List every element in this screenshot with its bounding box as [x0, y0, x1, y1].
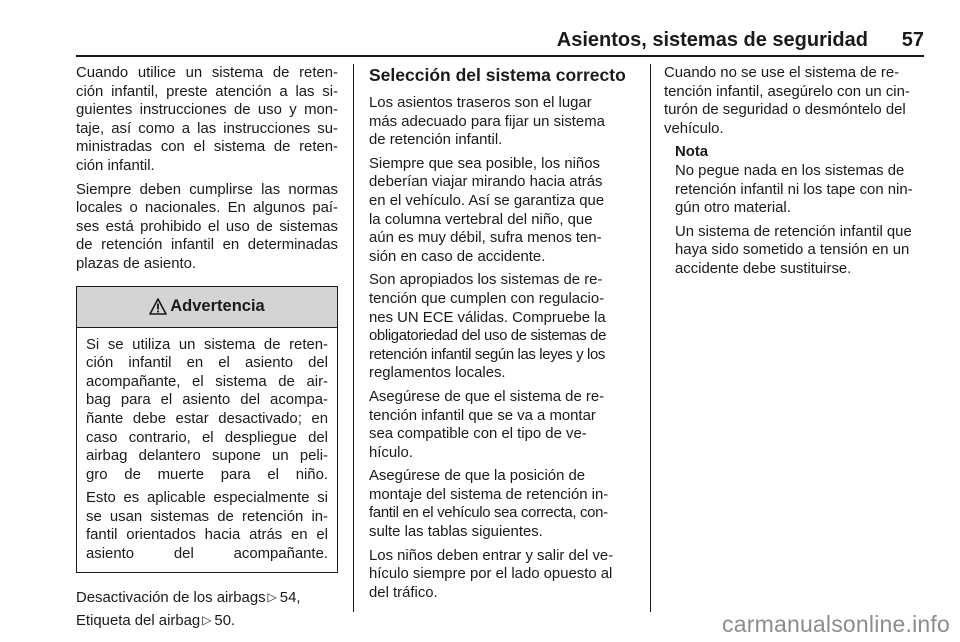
text-line: Siempre deben cumplirse las normas	[76, 181, 338, 198]
warning-header	[77, 287, 337, 328]
text-line: Si se utiliza un sistema de reten-	[86, 336, 328, 353]
reference-text: Etiqueta del airbag	[76, 613, 201, 630]
page-number: 57	[901, 29, 924, 51]
text-line: gún otro material.	[675, 200, 791, 217]
text-line: del tráfico.	[369, 584, 438, 601]
column-2	[369, 64, 635, 607]
warning-box	[76, 286, 338, 573]
text-line: tención infantil que se va a montar	[369, 407, 596, 424]
text-line: se usan sistemas de retención in-	[86, 508, 328, 525]
text-line: sión en caso de accidente.	[369, 248, 546, 265]
page-ref-arrow-icon: ▷	[267, 589, 277, 604]
text-line: Asegúrese de que el sistema de re-	[369, 388, 605, 405]
paragraph	[369, 155, 635, 267]
paragraph	[664, 64, 926, 138]
text-line: aún es muy débil, sufra menos ten-	[369, 230, 602, 247]
text-line: nes UN ECE válidas. Compruebe la	[369, 309, 606, 326]
cross-reference-airbag-deactivation[interactable]	[76, 589, 338, 608]
text-line: Asegúrese de que la posición de	[369, 468, 586, 485]
text-line: reglamentos locales.	[369, 365, 506, 382]
text-line: vehículo.	[664, 120, 724, 137]
text-line: Esto es aplicable especialmente si	[86, 490, 328, 507]
column-3	[664, 64, 926, 284]
text-line: Los asientos traseros son el lugar	[369, 95, 592, 111]
text-line: retención infantil ni los tape con nin-	[675, 181, 913, 198]
text-line: Son apropiados los sistemas de re-	[369, 272, 603, 289]
text-line: en el vehículo. Así se garantiza que	[369, 192, 605, 209]
text-line: Los niños deben entrar y salir del ve-	[369, 547, 614, 564]
text-line: de retención infantil en determinadas	[76, 237, 338, 254]
column-1	[76, 64, 338, 636]
text-line: ción infantil en el asiento del	[86, 355, 328, 372]
note-block	[664, 143, 926, 278]
text-line: ñante debe estar desactivado; en	[86, 410, 328, 427]
text-line: hículo siempre por el lado opuesto al	[369, 566, 613, 583]
paragraph-intro	[76, 64, 338, 176]
section-heading: Selección del sistema correcto	[369, 65, 626, 85]
text-line: asiento del acompañante.	[86, 546, 328, 563]
text-line: ses está prohibido el uso de sistemas	[76, 218, 338, 235]
text-line: acompañante, el sistema de air-	[86, 373, 328, 390]
page-ref-arrow-icon: ▷	[202, 613, 212, 628]
header-rule	[76, 55, 924, 57]
reference-page: 50.	[214, 613, 236, 630]
page-header	[76, 28, 924, 52]
text-line: Cuando utilice un sistema de reten-	[76, 65, 338, 81]
text-line: tención infantil, asegúrelo con un cin-	[664, 83, 910, 100]
text-line: locales o nacionales. En algunos paí-	[76, 200, 338, 217]
warning-body	[77, 328, 337, 572]
text-line: ministradas con el sistema de reten-	[76, 139, 338, 156]
note-paragraph	[675, 162, 926, 218]
text-line: airbag delantero supone un peli-	[86, 448, 328, 465]
text-line: sea compatible con el tipo de ve-	[369, 426, 587, 443]
text-line: fantil en el vehículo sea correcta, con-	[369, 505, 608, 522]
paragraph	[369, 467, 635, 541]
text-line: taje, así como a las instrucciones su-	[76, 120, 338, 137]
text-line: fantil orientados hacia atrás en el	[86, 527, 328, 544]
text-line: caso contrario, el despliegue del	[86, 429, 328, 446]
text-line: más adecuado para fijar un sistema	[369, 113, 605, 130]
warning-paragraph	[86, 489, 328, 563]
text-line: turón de seguridad o desmóntelo del	[664, 102, 906, 119]
text-line: hículo.	[369, 444, 413, 461]
text-line: gro de muerte para el niño.	[86, 466, 328, 483]
text-line: bag para el asiento del acompa-	[86, 392, 328, 409]
text-line: accidente debe sustituirse.	[675, 260, 852, 277]
cross-reference-airbag-label[interactable]	[76, 612, 338, 631]
text-line: Siempre que sea posible, los niños	[369, 155, 600, 172]
paragraph	[369, 388, 635, 462]
column-divider-left	[353, 64, 354, 612]
text-line: guientes instrucciones de uso y mon-	[76, 102, 338, 119]
text-line: ción infantil.	[76, 157, 155, 174]
text-line: de retención infantil.	[369, 132, 503, 149]
paragraph-regulations	[76, 181, 338, 274]
watermark: carmanualsonline.info	[722, 611, 950, 637]
reference-text: Desactivación de los airbags	[76, 589, 266, 606]
text-line: Un sistema de retención infantil que	[675, 223, 912, 240]
warning-triangle-icon	[149, 298, 167, 315]
text-line: retención infantil según las leyes y los	[369, 346, 605, 363]
text-line: ción infantil, preste atención a las si-	[76, 83, 338, 100]
text-line: la columna vertebral del niño, que	[369, 211, 593, 228]
text-line: obligatoriedad del uso de sistemas de	[369, 328, 607, 345]
text-line: plazas de asiento.	[76, 255, 197, 272]
header-title: Asientos, sistemas de seguridad	[556, 29, 868, 51]
text-line: No pegue nada en los sistemas de	[675, 162, 905, 179]
warning-paragraph	[86, 336, 328, 485]
text-line: Cuando no se use el sistema de re-	[664, 65, 900, 81]
reference-page: 54,	[279, 589, 301, 606]
text-line: sulte las tablas siguientes.	[369, 524, 543, 541]
warning-title: Advertencia	[170, 297, 265, 316]
text-line: montaje del sistema de retención in-	[369, 486, 609, 503]
text-line: tención que cumplen con regulacio-	[369, 290, 605, 307]
paragraph	[369, 547, 635, 603]
paragraph	[369, 271, 635, 383]
note-title: Nota	[675, 144, 709, 161]
paragraph	[369, 94, 635, 150]
column-divider-right	[650, 64, 651, 612]
text-line: haya sido sometido a tensión en un	[675, 242, 910, 259]
note-paragraph	[675, 223, 926, 279]
text-line: deberían viajar mirando hacia atrás	[369, 174, 603, 191]
